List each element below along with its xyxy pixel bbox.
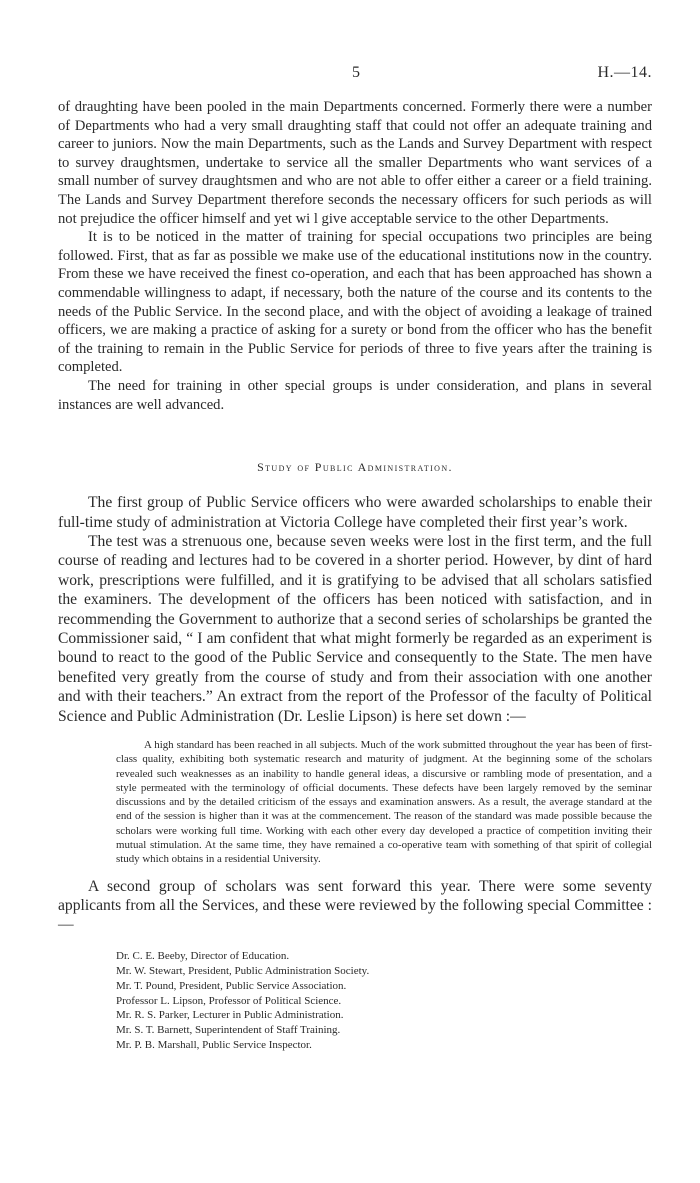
committee-member: Mr. P. B. Marshall, Public Service Inspector. (116, 1039, 312, 1052)
committee-list (116, 949, 652, 1053)
committee-member: Mr. W. Stewart, President, Public Administration Society. (116, 964, 370, 977)
paragraph: It is to be noticed in the matter of training for special occupations two principles are being followed. First, that as far as possible we make use of the educational institutions now in the country. From these we have received the finest co-operation, and each that has been approached has shown a commendable willingness to adapt, if necessary, both the nature of the course and its contents to the needs of the Public Service. In the second place, and with the object of avoiding a leakage of trained officers, we are making a practice of asking for a surety or bond from the officer who has the benefit of the training to remain in the Public Service for periods of three to five years after the training is completed. (58, 229, 652, 376)
committee-member: Mr. R. S. Parker, Lecturer in Public Administration. (116, 1009, 344, 1022)
document-reference: H.—14. (597, 64, 652, 81)
committee-member: Mr. T. Pound, President, Public Service Association. (116, 979, 347, 992)
paragraph: The test was a strenuous one, because seven weeks were lost in the first term, and the full course of reading and lectures had to be covered in a shorter period. However, by dint of hard work, prescriptions were fulfilled, and it is gratifying to be advised that all scholars satisfied the examiners. The development of the officers has been noticed with satisfaction, and in recommending the Government to authorize that a second series of scholarships be granted the Commissioner said, “ I am confident that what might formerly be regarded as an experiment is bound to react to the good of the Public Service and consequently to the State. The men have benefited very greatly from the course of study and from their association with one another and with their teachers.” An extract from the report of the Professor of the faculty of Political Science and Public Administration (Dr. Leslie Lipson) is here set down :— (58, 532, 652, 725)
paragraph: A second group of scholars was sent forward this year. There were some seventy applicants from all the Services, and these were reviewed by the following special Committee :— (58, 877, 652, 934)
section-heading: Study of Public Administration. (257, 460, 453, 475)
paragraph: The need for training in other special groups is under consideration, and plans in several instances are well advanced. (58, 377, 652, 413)
page-header (0, 64, 700, 88)
committee-member: Dr. C. E. Beeby, Director of Education. (116, 949, 290, 962)
block-quote: A high standard has been reached in all subjects. Much of the work submitted throughout the year has been of first-class quality, exhibiting both systematic research and maturity of judgment. At the beginning some of the scholars revealed such weaknesses as an inability to handle general ideas, a discursive or rambling mode of presentation, and a style permeated with the terminology of official documents. These defects have been largely removed by the seminar discussions and by the detailed criticism of the essays and examination answers. As a result, the average standard at the end of the session is higher than it was at the commencement. The reason of the standard was made possible because the scholars were working full time. Working with each other every day developed a practice of competition inviting their mutual stimulation. At the same time, they have remained a co-operative team with something of that spirit of collegial study which obtains in a residential University. (116, 738, 652, 866)
page-number: 5 (352, 64, 360, 81)
committee-member: Professor L. Lipson, Professor of Political Science. (116, 994, 342, 1007)
committee-member: Mr. S. T. Barnett, Superintendent of Staff Training. (116, 1024, 341, 1037)
page-body (58, 98, 652, 1053)
paragraph: of draughting have been pooled in the main Departments concerned. Formerly there were a number of Departments who had a very small draughting staff that could not offer an adequate training and career to juniors. Now the main Departments, such as the Lands and Survey Department with respect to survey draughtsmen, undertake to service all the smaller Departments who want services of a small number of survey draughtsmen and who are not able to offer either a career or a field training. The Lands and Survey Department therefore seconds the necessary officers for such periods as will not prejudice the officer himself and yet wi l give acceptable service to the other Departments. (58, 99, 652, 227)
paragraph: The first group of Public Service officers who were awarded scholarships to enable their full-time study of administration at Victoria College have completed their first year’s work. (58, 494, 652, 531)
